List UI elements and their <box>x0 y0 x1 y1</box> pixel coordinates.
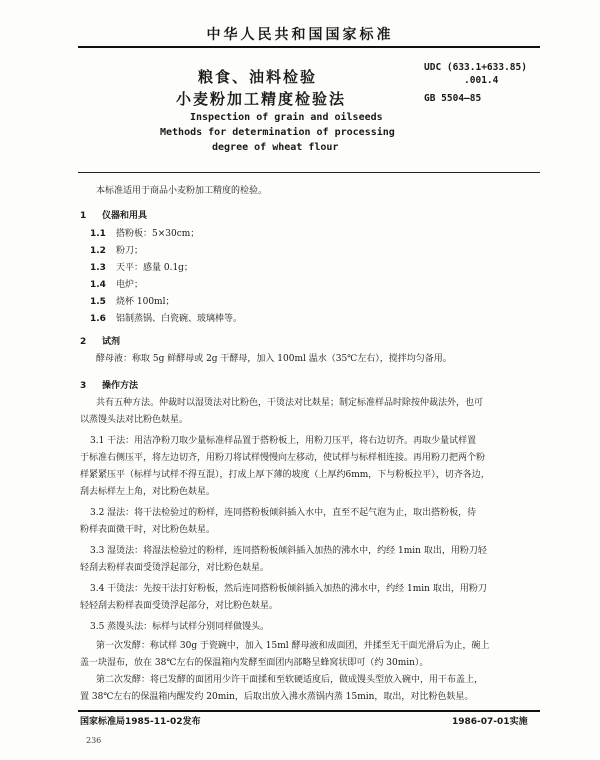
header-rule <box>78 46 540 48</box>
item-text: 粉刀； <box>116 246 144 256</box>
intro-text: 本标准适用于商品小麦粉加工精度的检验。 <box>96 186 268 196</box>
item-text: 天平：感量 0.1g； <box>116 263 193 273</box>
udc-code: UDC (633.1+633.85) .001.4 <box>424 62 527 86</box>
footer-rule <box>78 710 540 712</box>
list-item <box>90 226 199 239</box>
paragraph-3-3-line: 3.3 湿烫法：将湿法检验过的粉样，连同搭粉板倾斜插入加热的沸水中，约经 1min 取出，用粉刀轻 <box>90 546 487 556</box>
paragraph-3-5-line: 3.5 蒸馒头法：标样与试样分别同样做馒头。 <box>90 622 270 632</box>
paragraph-3-1-line: 于标准右侧压平，将左边切齐，用粉刀将试样慢慢向左移动，使试样与标样相连接。再用粉刀把两个粉 <box>80 453 486 463</box>
section-1-title: 仪器和用具 <box>102 211 148 221</box>
list-item <box>90 311 242 324</box>
gb-code: GB 5504—85 <box>424 93 482 104</box>
list-item <box>90 277 143 290</box>
paragraph-3-2-line: 粉样表面微干时，对比粉色麸星。 <box>80 525 216 535</box>
paragraph-3-4-line: 3.4 干烫法：先按干法打好粉板，然后连同搭粉板倾斜插入加热的沸水中，约经 1min 取出，用粉刀 <box>90 584 487 594</box>
item-number: 1.2 <box>90 246 106 256</box>
section-1-number: 1 <box>80 211 87 221</box>
title-cn-line1: 粮食、油料检验 <box>198 68 318 86</box>
paragraph-3-5-line: 置 38℃左右的保温箱内醒发约 20min，后取出放入沸水蒸锅内蒸 15min，取出，对比粉色麸星。 <box>80 692 474 702</box>
paragraph-3-5-line: 第二次发酵：将已发酵的面团用少许干面揉和至软硬适度后，做成馒头型放入碗中，用干布盖上， <box>96 675 484 685</box>
paragraph-3-1-line: 3.1 干法：用洁净粉刀取少量标准样品置于搭粉板上，用粉刀压平，将右边切齐。再取少量试样置 <box>90 436 477 446</box>
paragraph-3-5-line: 第一次发酵：称试样 30g 于瓷碗中，加入 15ml 酵母液和成面团，并揉至无干面光滑后为止，碗上 <box>96 641 490 651</box>
list-item <box>90 260 193 273</box>
paragraph-3-1-line: 刮去标样左上角，对比粉色麸星。 <box>80 487 216 497</box>
method-intro-line: 以蒸馒头法对比粉色麸星。 <box>80 415 189 425</box>
section-1-heading <box>80 208 147 221</box>
item-text: 搭粉板：5×30cm； <box>116 229 200 239</box>
paragraph-3-5-line: 盖一块湿布，放在 38℃左右的保温箱内发酵至面团内部略呈蜂窝状即可（约 30min）。 <box>80 658 429 668</box>
paragraph-3-3-line: 轻刮去粉样表面受烫浮起部分，对比粉色麸星。 <box>80 563 270 573</box>
item-number: 1.6 <box>90 314 106 324</box>
item-text: 电炉； <box>116 280 144 290</box>
item-text: 烧杯 100ml； <box>116 297 175 307</box>
list-item <box>90 294 174 307</box>
section-3-title: 操作方法 <box>102 381 139 391</box>
list-item <box>90 243 143 256</box>
item-number: 1.4 <box>90 280 106 290</box>
method-intro-line: 共有五种方法。仲裁时以湿烫法对比粉色，干烫法对比麸星；制定标准样品时除按仲裁法外，也可 <box>96 398 484 408</box>
standard-header-title: 中华人民共和国国家标准 <box>206 27 394 43</box>
reagent-text: 酵母液：称取 5g 鲜酵母或 2g 干酵母，加入 100ml 温水（35℃左右），搅拌均匀备用。 <box>96 354 452 364</box>
title-rule <box>78 172 540 173</box>
item-text: 铝制蒸锅、白瓷碗、玻璃棒等。 <box>116 314 243 324</box>
section-2-title: 试剂 <box>102 337 121 347</box>
section-3-heading <box>80 378 138 391</box>
issue-date: 国家标准局1985-11-02发布 <box>80 717 201 727</box>
title-en-line2: Methods for determination of processing <box>160 127 395 138</box>
paragraph-3-1-line: 样紧紧压平（标样与试样不得互混），打成上厚下薄的坡度（上厚约6mm，下与粉板拉平），切齐各边， <box>80 470 490 480</box>
paragraph-3-2-line: 3.2 湿法：将干法检验过的粉样，连同搭粉板倾斜插入水中，直至不起气泡为止，取出搭粉板，待 <box>90 508 477 518</box>
item-number: 1.5 <box>90 297 106 307</box>
section-2-number: 2 <box>80 337 87 347</box>
section-2-heading <box>80 334 120 347</box>
section-3-number: 3 <box>80 381 87 391</box>
title-en-line3: degree of wheat flour <box>212 142 339 153</box>
title-cn-line2: 小麦粉加工精度检验法 <box>176 90 347 108</box>
item-number: 1.1 <box>90 229 106 239</box>
page-number: 236 <box>86 736 102 745</box>
effective-date: 1986-07-01实施 <box>452 717 528 727</box>
title-en-line1: Inspection of grain and oilseeds <box>190 112 383 123</box>
paragraph-3-4-line: 轻轻刮去粉样表面受烫浮起部分，对比粉色麸星。 <box>80 601 279 611</box>
item-number: 1.3 <box>90 263 106 273</box>
